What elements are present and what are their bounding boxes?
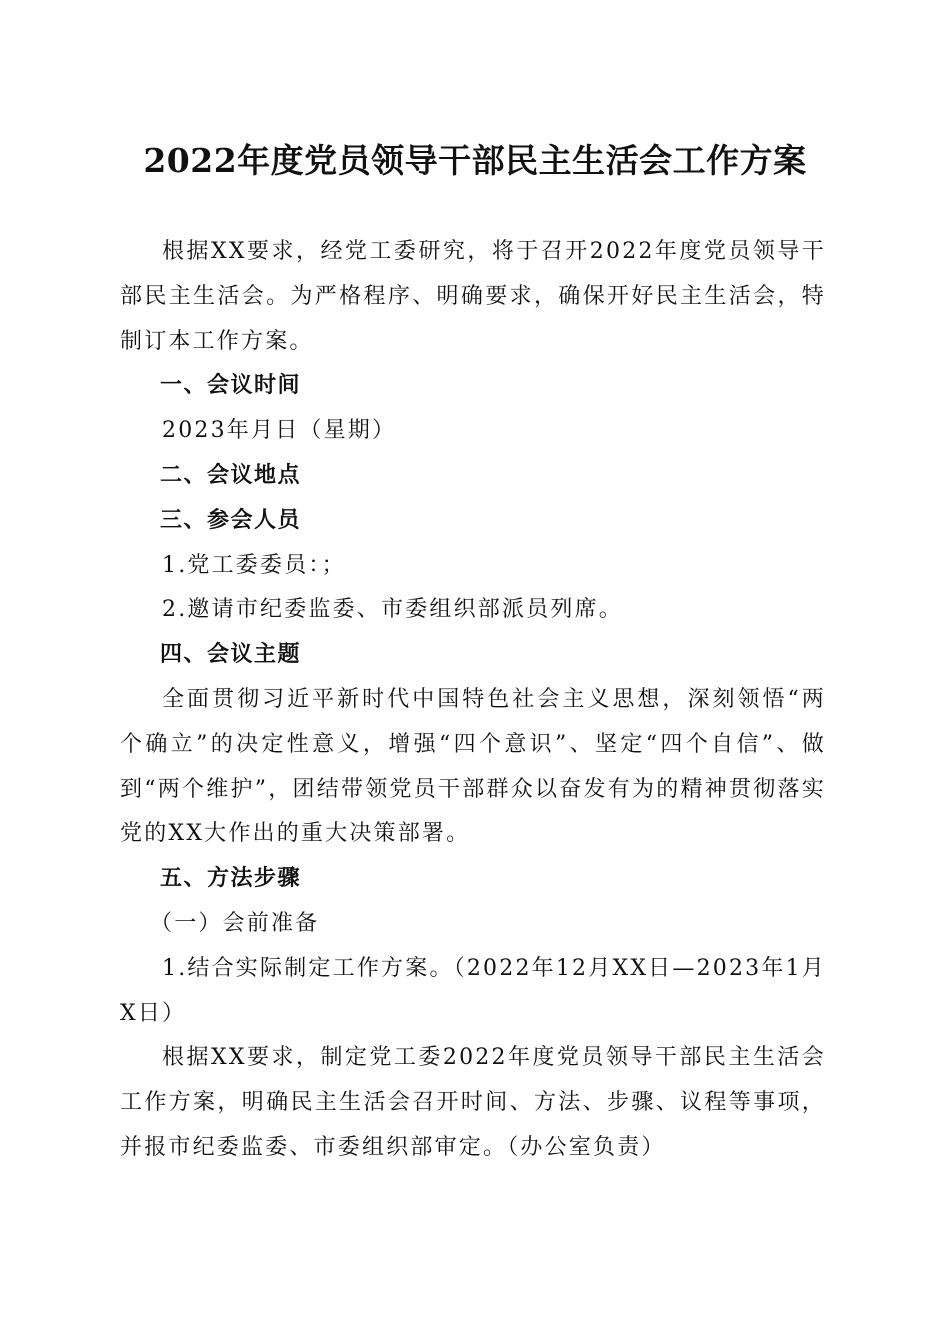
section-heading-meeting-location: 二、会议地点 <box>160 462 302 488</box>
section-heading-meeting-time: 一、会议时间 <box>160 373 302 399</box>
section-heading-method-steps: 五、方法步骤 <box>160 866 302 892</box>
document-title: 2022年度党员领导干部民主生活会工作方案 <box>143 141 807 180</box>
attendees-item-2: 2.邀请市纪委监委、市委组织部派员列席。 <box>162 597 623 623</box>
step-1-paragraph: 根据XX要求，制定党工委2022年度党员领导干部民主生活会工作方案，明确民主生活会召开时间、方法、步骤、议程等事项，并报市纪委监委、市委组织部审定。（办公室负责） <box>120 1045 826 1160</box>
attendees-item-1: 1.党工委委员：； <box>162 552 346 578</box>
meeting-theme-paragraph: 全面贯彻习近平新时代中国特色社会主义思想，深刻领悟“两个确立”的决定性意义，增强“四个意识”、坚定“四个自信”、做到“两个维护”，团结带领党员干部群众以奋发有为的精神贯彻落实党的XX大作出的重大决策部署。 <box>120 686 826 847</box>
document-body <box>120 230 826 1171</box>
section-heading-meeting-theme: 四、会议主题 <box>160 642 302 668</box>
section-heading-attendees: 三、参会人员 <box>160 507 302 533</box>
subsection-pre-meeting-prep: （一）会前准备 <box>150 910 320 936</box>
step-1-title: 1.结合实际制定工作方案。（2022年12月XX日—2023年1月X日） <box>120 955 826 1026</box>
meeting-time-text: 2023年月日（星期） <box>162 418 397 444</box>
intro-paragraph: 根据XX要求，经党工委研究，将于召开2022年度党员领导干部民主生活会。为严格程序、明确要求，确保开好民主生活会，特制订本工作方案。 <box>120 239 826 354</box>
